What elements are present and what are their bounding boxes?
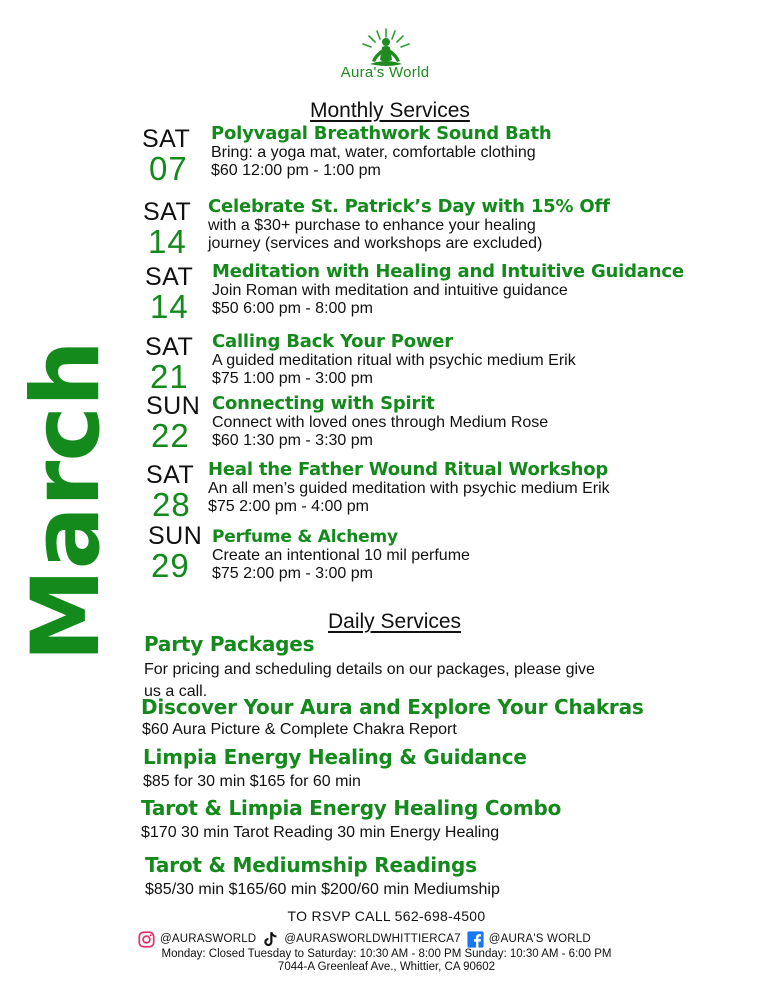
event-price-time: $75 1:00 pm - 3:00 pm [212, 370, 373, 387]
event-details [212, 261, 684, 318]
event-item [148, 523, 202, 583]
event-description: Bring: a yoga mat, water, comfortable clothing [211, 144, 536, 161]
event-day: SAT [145, 333, 194, 361]
event-details [212, 527, 470, 583]
event-date: 07 [149, 150, 188, 187]
service-title: Discover Your Aura and Explore Your Chakras [141, 695, 644, 719]
monthly-services-heading: Monthly Services [310, 99, 470, 122]
event-date: 14 [150, 288, 189, 325]
event-title: Celebrate St. Patrick’s Day with 15% Off [208, 196, 610, 217]
service-item [141, 796, 561, 844]
social-instagram[interactable] [138, 931, 256, 948]
service-item [144, 632, 595, 703]
facebook-handle: @AURA'S WORLD [488, 933, 591, 945]
event-day: SAT [146, 461, 195, 489]
tiktok-icon [262, 931, 279, 948]
service-price: $85/30 min $165/60 min $200/60 min Mediumship [145, 881, 500, 898]
event-item [145, 334, 193, 394]
event-details [208, 459, 610, 516]
service-description: us a call. [144, 683, 208, 700]
facebook-icon [467, 931, 484, 948]
service-title: Limpia Energy Healing & Guidance [143, 745, 527, 769]
event-description: An all men’s guided meditation with psychic medium Erik [208, 480, 610, 497]
event-day: SUN [146, 392, 201, 420]
tiktok-handle: @AURASWORLDWHITTIERCA7 [284, 933, 461, 945]
service-item [141, 695, 644, 741]
event-price-time: $60 12:00 pm - 1:00 pm [211, 162, 381, 179]
event-item [143, 199, 191, 259]
rsvp-phone[interactable]: TO RSVP CALL 562-698-4500 [287, 908, 486, 924]
event-details [212, 393, 548, 450]
event-description: Connect with loved ones through Medium Rose [212, 414, 549, 431]
address: 7044-A Greenleaf Ave., Whittier, CA 90602 [277, 961, 496, 973]
event-day: SAT [143, 198, 192, 226]
service-title: Party Packages [144, 632, 315, 656]
logo [310, 26, 460, 98]
event-title: Calling Back Your Power [212, 331, 453, 352]
service-price: $60 Aura Picture & Complete Chakra Report [142, 721, 457, 738]
event-date: 22 [151, 417, 190, 454]
service-title: Tarot & Mediumship Readings [145, 853, 477, 877]
event-description: journey (services and workshops are excluded) [208, 235, 543, 252]
event-date: 21 [150, 358, 189, 395]
event-date: 28 [152, 486, 191, 523]
event-date: 29 [151, 547, 190, 584]
business-hours: Monday: Closed Tuesday to Saturday: 10:30 AM - 8:00 PM Sunday: 10:30 AM - 6:00 PM [161, 948, 612, 960]
event-description: A guided meditation ritual with psychic medium Erik [212, 352, 576, 369]
daily-services-heading: Daily Services [328, 610, 462, 633]
social-links [138, 929, 597, 949]
event-item [145, 264, 193, 324]
service-item [145, 853, 500, 901]
event-details [211, 123, 552, 180]
event-day: SUN [148, 522, 203, 550]
service-price: $85 for 30 min $165 for 60 min [143, 773, 361, 790]
event-description: with a $30+ purchase to enhance your healing [208, 217, 536, 234]
event-item [146, 462, 194, 522]
event-item [146, 393, 200, 453]
event-title: Polyvagal Breathwork Sound Bath [211, 123, 552, 144]
event-price-time: $75 2:00 pm - 3:00 pm [212, 565, 373, 582]
event-details [208, 196, 610, 253]
event-description: Join Roman with meditation and intuitive guidance [212, 282, 568, 299]
logo-text: Aura's World [340, 64, 430, 81]
service-title: Tarot & Limpia Energy Healing Combo [141, 796, 562, 820]
event-price-time: $60 1:30 pm - 3:30 pm [212, 432, 373, 449]
month-title: March [12, 341, 121, 662]
event-day: SAT [142, 125, 191, 153]
event-title: Heal the Father Wound Ritual Workshop [208, 459, 609, 480]
social-facebook[interactable] [467, 931, 591, 948]
event-date: 14 [148, 223, 187, 260]
event-title: Connecting with Spirit [212, 393, 435, 414]
service-price: $170 30 min Tarot Reading 30 min Energy Healing [141, 824, 500, 841]
instagram-handle: @AURASWORLD [160, 933, 257, 945]
event-title: Meditation with Healing and Intuitive Guidance [212, 261, 684, 282]
social-tiktok[interactable] [262, 931, 460, 948]
event-description: Create an intentional 10 mil perfume [212, 547, 470, 564]
instagram-icon [138, 931, 155, 948]
service-description: For pricing and scheduling details on our packages, please give [144, 661, 595, 678]
event-title: Perfume & Alchemy [212, 527, 398, 547]
event-day: SAT [145, 263, 194, 291]
event-item [142, 126, 190, 186]
service-item [143, 745, 527, 793]
event-price-time: $50 6:00 pm - 8:00 pm [212, 300, 373, 317]
event-price-time: $75 2:00 pm - 4:00 pm [208, 498, 369, 515]
event-details [212, 331, 576, 388]
